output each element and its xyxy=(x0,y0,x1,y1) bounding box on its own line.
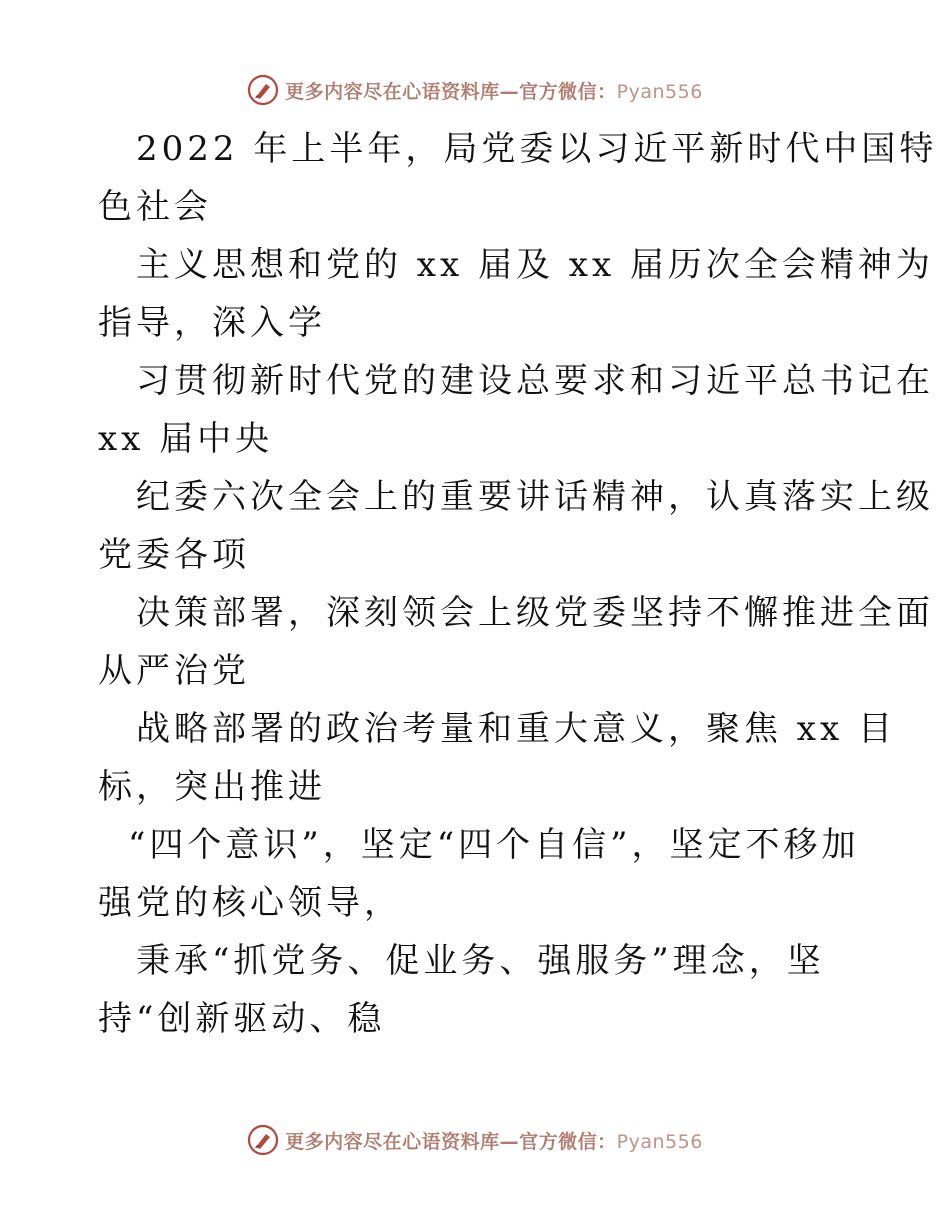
text-line: xx 届中央 xyxy=(98,419,274,459)
footer-watermark xyxy=(0,1120,950,1160)
text-line: 党委各项 xyxy=(98,535,250,575)
document-body xyxy=(98,120,938,1048)
text-line: 强党的核心领导， xyxy=(98,883,402,923)
text-line: 纪委六次全会上的重要讲话精神，认真落实上级 xyxy=(136,477,934,517)
text-line: 色社会 xyxy=(98,187,212,227)
text-line: 决策部署，深刻领会上级党委坚持不懈推进全面 xyxy=(136,593,934,633)
text-line: 习贯彻新时代党的建设总要求和习近平总书记在 xyxy=(136,361,934,401)
pen-nib-logo-icon xyxy=(247,1124,279,1156)
text-line: 持“创新驱动、稳 xyxy=(98,999,386,1039)
pen-nib-logo-icon xyxy=(247,74,279,106)
text-line: 主义思想和党的 xx 届及 xx 届历次全会精神为 xyxy=(136,245,934,285)
watermark-text: 更多内容尽在心语资料库—官方微信：Pyan556 xyxy=(285,1130,703,1153)
header-watermark xyxy=(0,70,950,110)
text-line: 战略部署的政治考量和重大意义，聚焦 xx 目 xyxy=(136,709,896,749)
text-line: 秉承“抓党务、促业务、强服务”理念，坚 xyxy=(136,941,825,981)
text-line: “四个意识”，坚定“四个自信”，坚定不移加 xyxy=(128,825,860,865)
text-line: 指导，深入学 xyxy=(98,303,326,343)
watermark-handle: Pyan556 xyxy=(616,1130,703,1153)
watermark-text: 更多内容尽在心语资料库—官方微信：Pyan556 xyxy=(285,80,703,103)
text-line: 从严治党 xyxy=(98,651,250,691)
text-line: 2022 年上半年，局党委以习近平新时代中国特 xyxy=(136,129,938,169)
watermark-handle: Pyan556 xyxy=(616,80,703,103)
text-line: 标，突出推进 xyxy=(98,767,326,807)
